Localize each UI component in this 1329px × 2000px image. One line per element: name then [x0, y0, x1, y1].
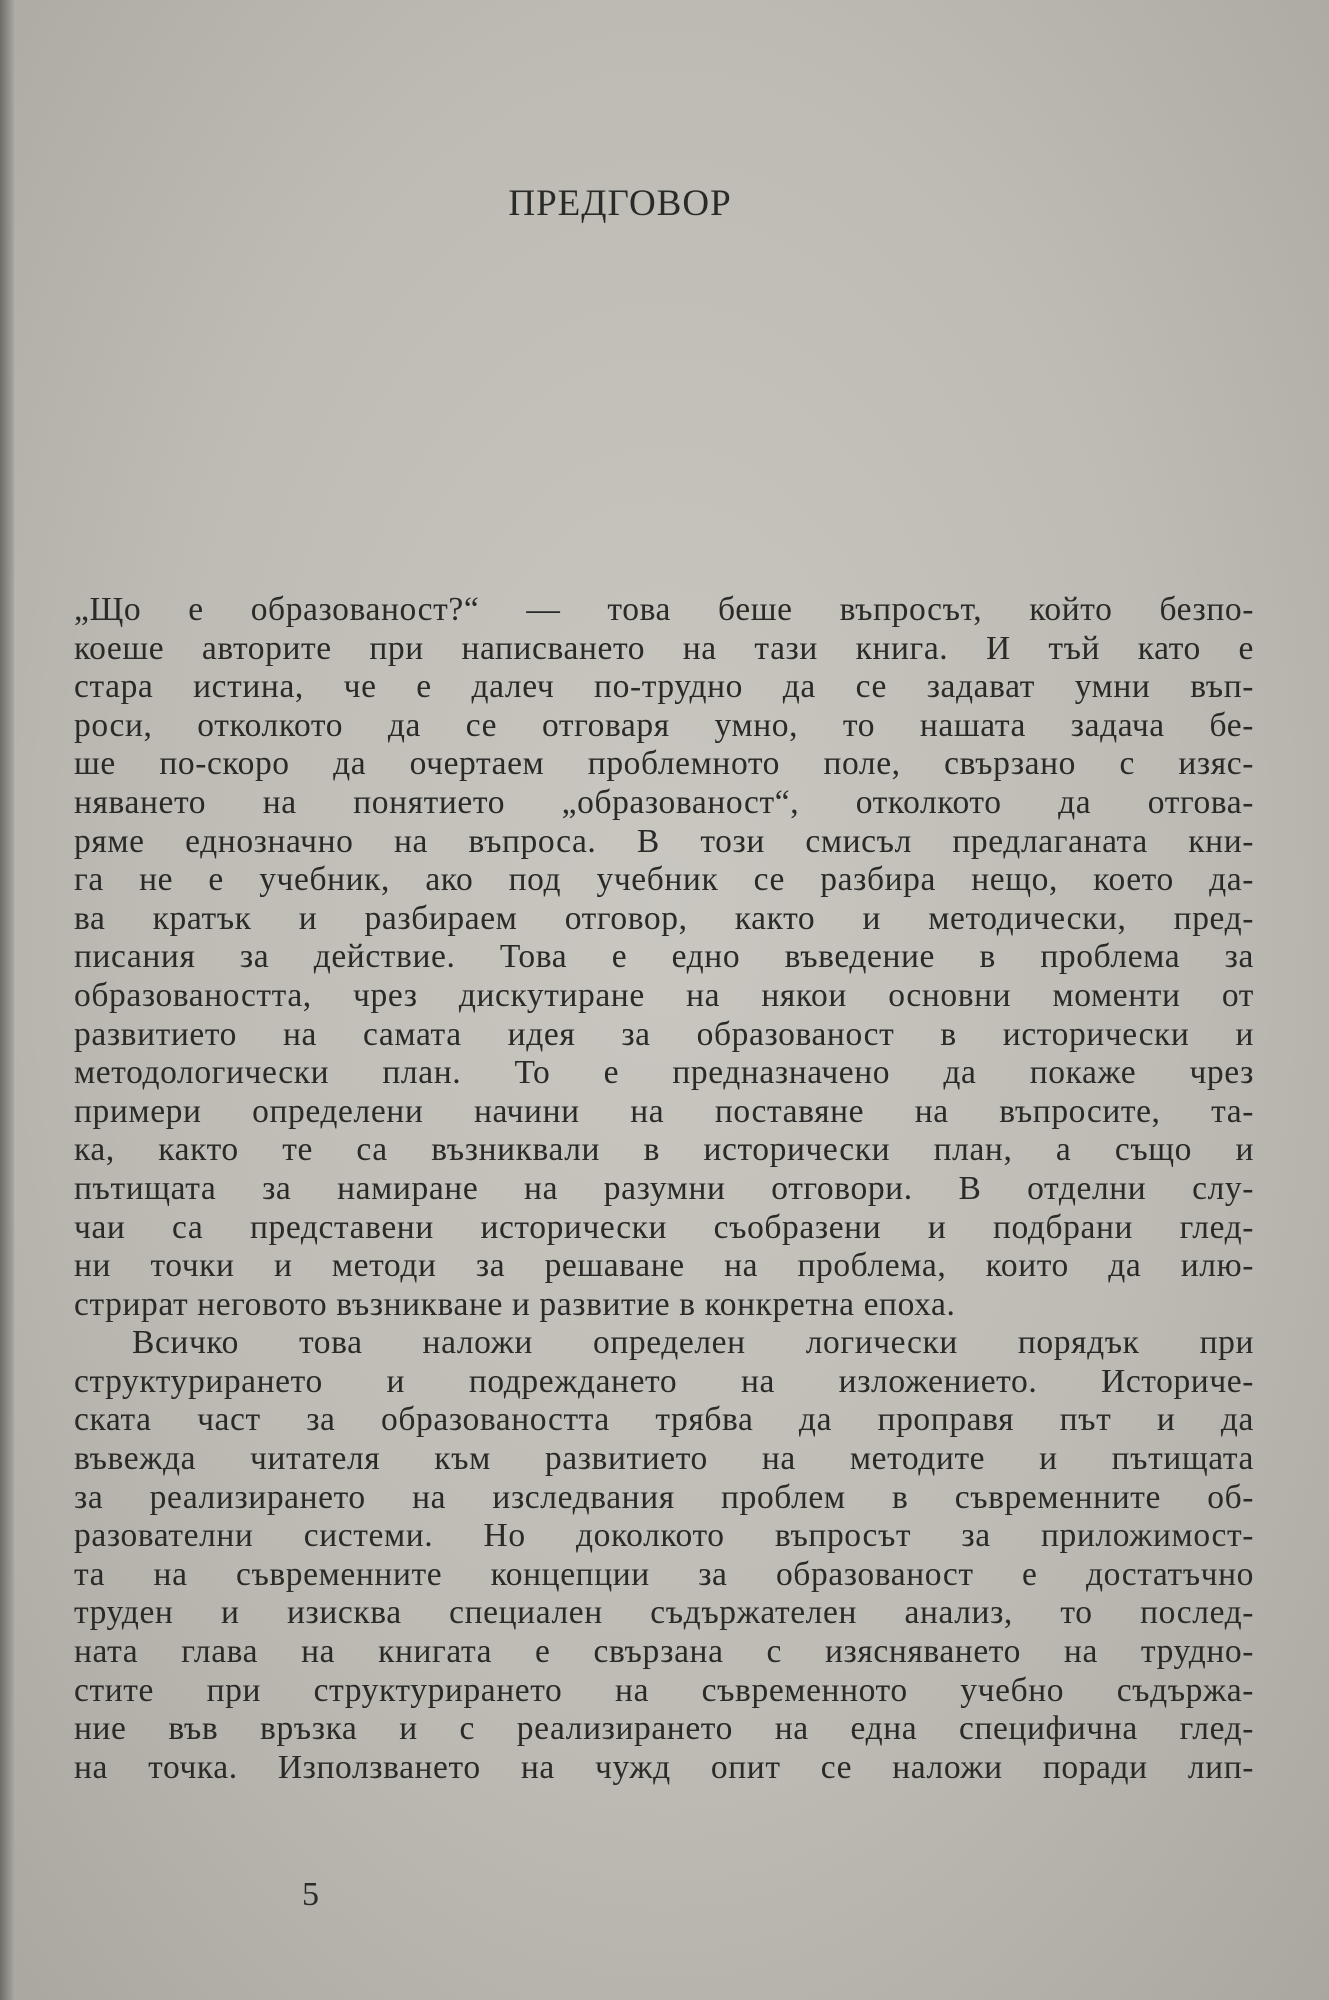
text-line: разователни системи. Но доколкото въпросът за приложимост-	[74, 1517, 1254, 1555]
text-line: образоваността, чрез дискутиране на някои основни моменти от	[74, 976, 1254, 1014]
text-line: коеше авторите при написването на тази книга. И тъй като е	[74, 629, 1254, 667]
text-line: ние във връзка и с реализирането на една специфична глед-	[74, 1710, 1254, 1748]
text-line: труден и изисква специален съдържателен анализ, то послед-	[74, 1594, 1254, 1632]
text-line: ната глава на книгата е свързана с изясняването на трудно-	[74, 1633, 1254, 1671]
text-line: та на съвременните концепции за образованост е достатъчно	[74, 1555, 1254, 1593]
text-line: стрират неговото възникване и развитие в конкретна епоха.	[74, 1285, 956, 1323]
text-line: няването на понятието „образованост“, отколкото да отгова-	[74, 783, 1254, 821]
text-line: писания за действие. Това е едно въведение в проблема за	[74, 938, 1254, 976]
text-line: структурирането и подреждането на изложението. Историче-	[74, 1362, 1254, 1400]
text-line: роси, отколкото да се отговаря умно, то нашата задача бе-	[74, 706, 1254, 744]
text-line: развитието на самата идея за образованост в исторически и	[74, 1015, 1254, 1053]
page-number: 5	[302, 1876, 319, 1913]
text-line: ше по-скоро да очертаем проблемното поле, свързано с изяс-	[74, 745, 1254, 783]
text-line: пътищата за намиране на разумни отговори. В отделни слу-	[74, 1169, 1254, 1207]
text-line: ка, както те са възниквали в исторически план, а също и	[74, 1131, 1254, 1169]
text-line: чаи са представени исторически съобразени и подбрани глед-	[74, 1208, 1254, 1246]
text-line: за реализирането на изследвания проблем в съвременните об-	[74, 1478, 1254, 1516]
text-line: стите при структурирането на съвременното учебно съдържа-	[74, 1671, 1254, 1709]
page-left-edge-shadow	[0, 0, 14, 2000]
text-line: стара истина, че е далеч по-трудно да се задават умни въп-	[74, 668, 1254, 706]
text-line: Всичко това наложи определен логически порядък при	[132, 1324, 1254, 1362]
text-line: ва кратък и разбираем отговор, както и методически, пред-	[74, 899, 1254, 937]
text-line: методологически план. То е предназначено да покаже чрез	[74, 1054, 1254, 1092]
text-line: „Що е образованост?“ — това беше въпросът, който безпо-	[74, 591, 1254, 628]
text-line: на точка. Използването на чужд опит се наложи поради лип-	[74, 1748, 1254, 1786]
body-text	[74, 591, 1254, 1787]
text-line: примери определени начини на поставяне на въпросите, та-	[74, 1092, 1254, 1130]
page-title: ПРЕДГОВОР	[508, 183, 732, 224]
text-line: ряме еднозначно на въпроса. В този смисъл предлаганата кни-	[74, 822, 1254, 860]
text-line: въвежда читателя към развитието на методите и пътищата	[74, 1440, 1254, 1478]
text-line: ни точки и методи за решаване на проблема, които да илю-	[74, 1247, 1254, 1285]
text-line: га не е учебник, ако под учебник се разбира нещо, което да-	[74, 861, 1254, 899]
text-line: ската част за образоваността трябва да проправя път и да	[74, 1401, 1254, 1439]
